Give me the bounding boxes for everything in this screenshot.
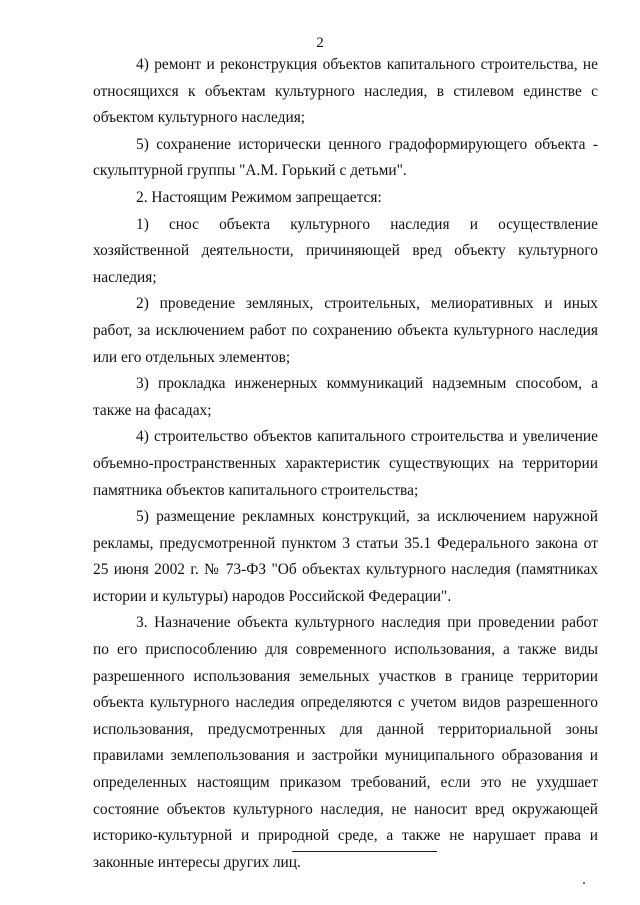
paragraph-repair-reconstruction: 4) ремонт и реконструкция объектов капитального строительства, не относящихся к объектам культурного наследия, в стилевом единстве с объектом культурного наследия; <box>93 56 598 127</box>
paragraph-prohibition-advertising: 5) размещение рекламных конструкций, за исключением наружной рекламы, предусмотренной пунктом 3 статьи 35.1 Федерального закона от 25 июня 2002 г. № 73-ФЗ "Об объектах культурного наследия (памятниках истории и культуры) народов Российской Федерации". <box>93 508 598 605</box>
scan-speck <box>583 882 585 884</box>
paragraph-prohibitions-heading: 2. Настоящим Режимом запрещается: <box>136 188 382 206</box>
paragraph-prohibition-construction: 4) строительство объектов капитального строительства и увеличение объемно-пространственных характеристик существующих на территории памятника объектов капитального строительства; <box>93 428 598 499</box>
paragraph-purpose-of-use: 3. Назначение объекта культурного наследия при проведении работ по его приспособлению для современного использования, а также виды разрешенного использования земельных участков в границе территории объекта культурного наследия определяются с учетом видов разрешенного использования, предусмотренных для данной территориальной зоны правилами землепользования и застройки муниципального образования и определенных настоящим приказом требований, если это не ухудшает состояние объектов культурного наследия, не наносит вред окружающей историко-культурной и природной среде, а также не нарушает права и законные интересы других лиц. <box>93 614 598 871</box>
document-body <box>93 52 598 876</box>
paragraph-prohibition-earthworks: 2) проведение земляных, строительных, мелиоративных и иных работ, за исключением работ по сохранению объекта культурного наследия или его отдельных элементов; <box>93 295 598 366</box>
paragraph-prohibition-demolition: 1) снос объекта культурного наследия и осуществление хозяйственной деятельности, причиняющей вред объекту культурного наследия; <box>93 215 598 286</box>
paragraph-prohibition-utilities: 3) прокладка инженерных коммуникаций надземным способом, а также на фасадах; <box>93 375 598 419</box>
paragraph-preservation-sculpture: 5) сохранение исторически ценного градоформирующего объекта - скульптурной группы "А.М. Горький с детьми". <box>93 135 598 180</box>
closing-divider-line <box>292 851 437 852</box>
page-number: 2 <box>316 35 324 51</box>
